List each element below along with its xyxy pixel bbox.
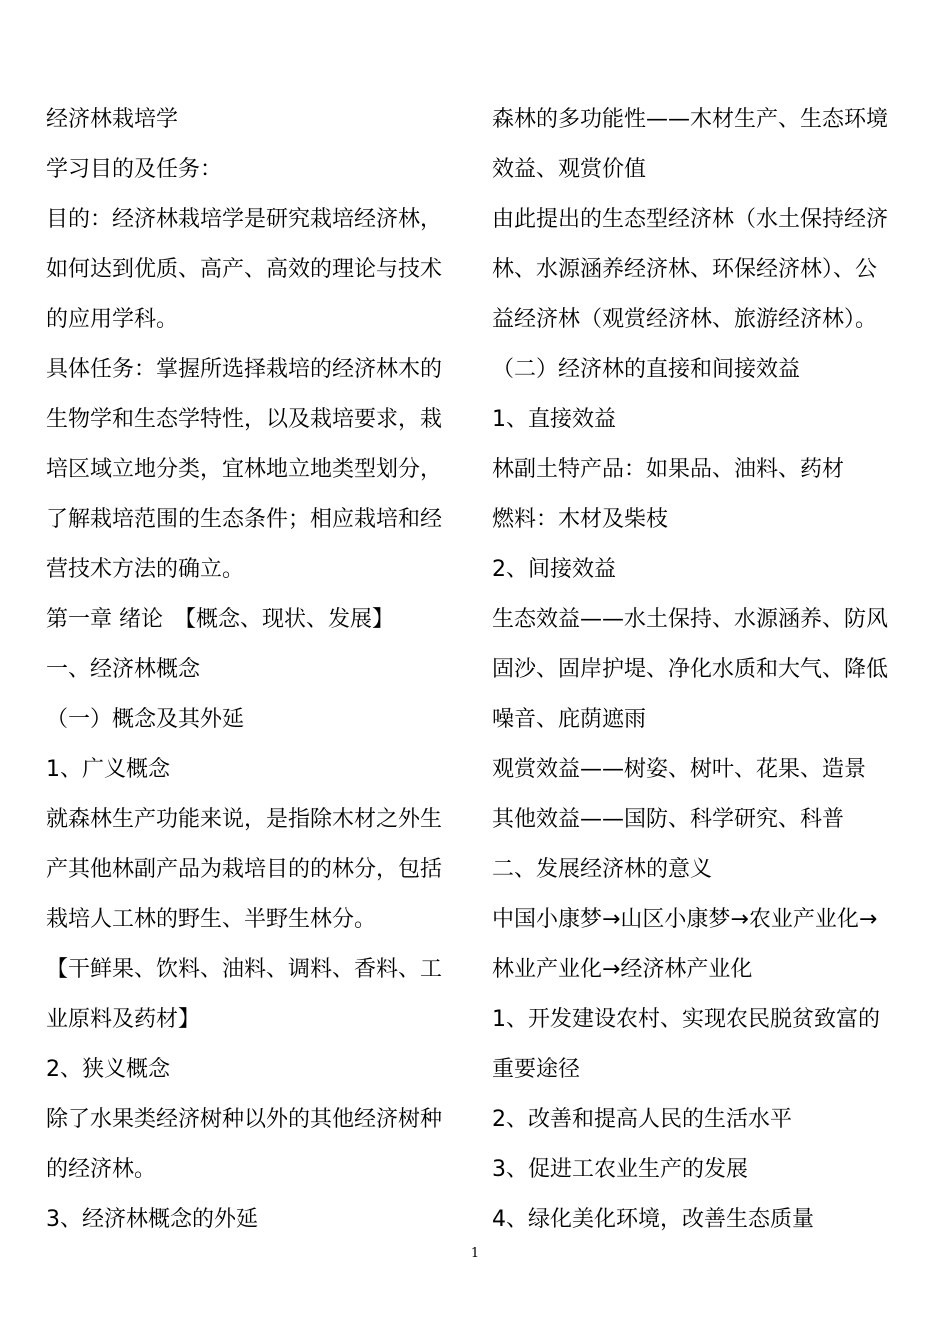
text-line: 学习目的及任务： <box>46 157 223 182</box>
text-line: 1、开发建设农村、实现农民脱贫致富的 <box>492 1007 880 1032</box>
text-line: 森林的多功能性——木材生产、生态环境 <box>492 107 889 132</box>
text-line: 了解栽培范围的生态条件；相应栽培和经 <box>46 507 443 532</box>
text-line: 生态效益——水土保持、水源涵养、防风 <box>492 607 889 632</box>
page-number: 1 <box>470 1246 480 1261</box>
text-line: 产其他林副产品为栽培目的的林分，包括 <box>46 857 443 882</box>
text-line: 1、直接效益 <box>492 407 616 432</box>
text-line: （二）经济林的直接和间接效益 <box>492 357 801 382</box>
text-line: 的应用学科。 <box>46 307 179 332</box>
text-line: 林、水源涵养经济林、环保经济林）、公 <box>492 257 878 282</box>
text-line: 培区域立地分类，宜林地立地类型划分， <box>46 457 443 482</box>
right-text-column <box>492 95 912 1245</box>
text-line: 目的：经济林栽培学是研究栽培经济林， <box>46 207 443 232</box>
text-line: 2、间接效益 <box>492 557 616 582</box>
text-line: 栽培人工林的野生、半野生林分。 <box>46 907 377 932</box>
text-line: 3、经济林概念的外延 <box>46 1207 258 1232</box>
text-line: 经济林栽培学 <box>46 107 179 132</box>
text-line: 中国小康梦→山区小康梦→农业产业化→ <box>492 907 878 932</box>
text-line: 的经济林。 <box>46 1157 157 1182</box>
text-line: （一）概念及其外延 <box>46 707 245 732</box>
text-line: 效益、观赏价值 <box>492 157 647 182</box>
text-line: 2、改善和提高人民的生活水平 <box>492 1107 792 1132</box>
text-line: 益经济林（观赏经济林、旅游经济林）。 <box>492 307 878 332</box>
text-line: 3、促进工农业生产的发展 <box>492 1157 748 1182</box>
text-line: 重要途径 <box>492 1057 581 1082</box>
text-line: 一、经济林概念 <box>46 657 201 682</box>
text-line: 除了水果类经济树种以外的其他经济树种 <box>46 1107 443 1132</box>
text-line: 其他效益——国防、科学研究、科普 <box>492 807 845 832</box>
text-line: 就森林生产功能来说，是指除木材之外生 <box>46 807 443 832</box>
text-line: 2、狭义概念 <box>46 1057 170 1082</box>
text-line: 生物学和生态学特性，以及栽培要求，栽 <box>46 407 443 432</box>
text-line: 二、发展经济林的意义 <box>492 857 713 882</box>
text-line: 4、绿化美化环境，改善生态质量 <box>492 1207 814 1232</box>
left-text-column <box>46 95 466 1245</box>
text-line: 由此提出的生态型经济林（水土保持经济 <box>492 207 889 232</box>
text-line: 观赏效益——树姿、树叶、花果、造景 <box>492 757 867 782</box>
text-line: 固沙、固岸护堤、净化水质和大气、降低 <box>492 657 889 682</box>
text-line: 【干鲜果、饮料、油料、调料、香料、工 <box>46 957 443 982</box>
text-line: 燃料：木材及柴枝 <box>492 507 669 532</box>
text-line: 第一章 绪论 【概念、现状、发展】 <box>46 607 394 632</box>
text-line: 林副土特产品：如果品、油料、药材 <box>492 457 845 482</box>
text-line: 噪音、庇荫遮雨 <box>492 707 647 732</box>
text-line: 1、广义概念 <box>46 757 170 782</box>
text-line: 营技术方法的确立。 <box>46 557 245 582</box>
text-line: 业原料及药材】 <box>46 1007 201 1032</box>
text-line: 林业产业化→经济林产业化 <box>492 957 753 982</box>
text-line: 具体任务：掌握所选择栽培的经济林木的 <box>46 357 443 382</box>
text-line: 如何达到优质、高产、高效的理论与技术 <box>46 257 443 282</box>
